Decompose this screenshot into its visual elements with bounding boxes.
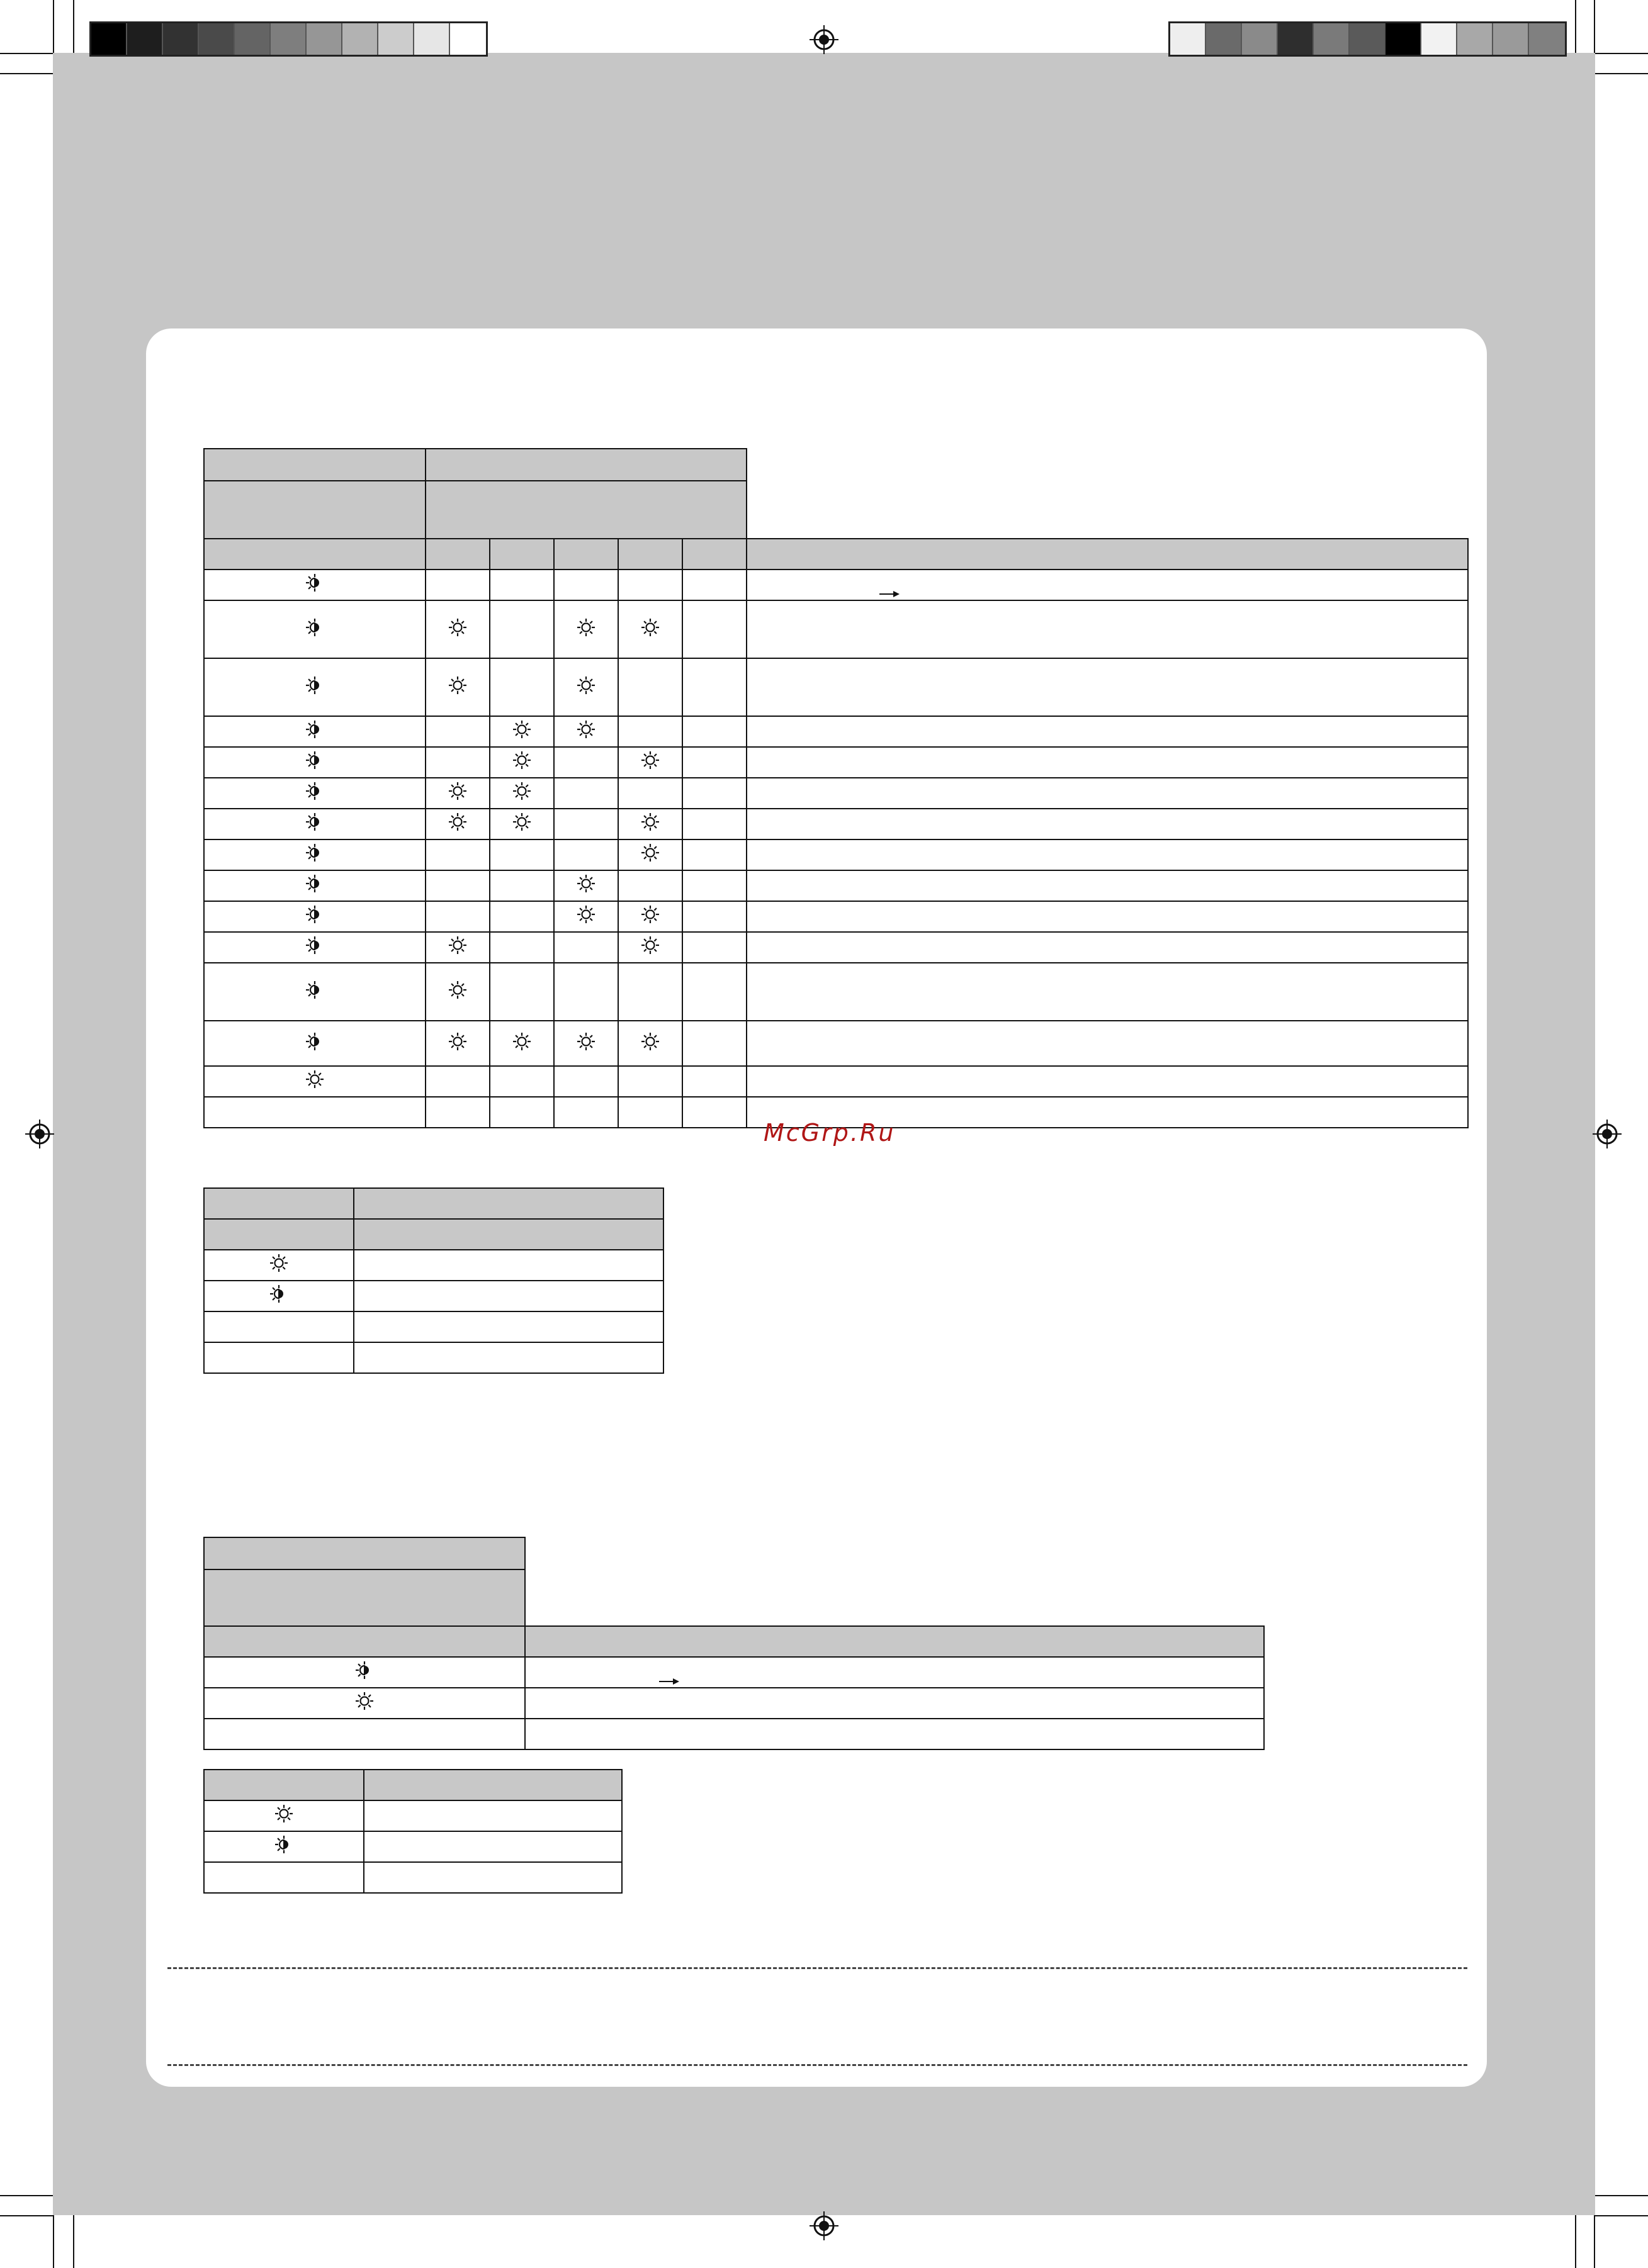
half-sun-icon	[305, 843, 325, 867]
table-row	[204, 778, 1468, 809]
led-cell	[618, 963, 682, 1021]
color-swatch	[1529, 23, 1565, 55]
led-cell	[682, 809, 747, 839]
right-arrow-icon	[659, 1669, 679, 1676]
table-header-cell	[354, 1219, 663, 1250]
led-cell	[554, 901, 618, 932]
table-header-cell	[682, 539, 747, 570]
sun-icon	[448, 675, 468, 700]
color-swatch	[1170, 23, 1206, 55]
led-cell	[618, 716, 682, 747]
legend-description-cell	[354, 1250, 663, 1281]
led-cell	[426, 1097, 490, 1128]
legend-description-cell	[354, 1342, 663, 1373]
half-sun-icon	[305, 617, 325, 642]
led-cell	[554, 932, 618, 963]
color-swatch	[271, 23, 307, 55]
led-cell	[554, 570, 618, 600]
table-header-cell	[204, 1219, 354, 1250]
led-cell	[490, 809, 554, 839]
led-cell	[618, 839, 682, 870]
crop-mark	[53, 0, 54, 53]
led-cell	[426, 963, 490, 1021]
description-cell	[747, 870, 1468, 901]
led-cell	[618, 747, 682, 778]
led-cell	[682, 1021, 747, 1066]
legend-icon-cell	[204, 1281, 354, 1311]
description-cell	[747, 963, 1468, 1021]
table-header-cell	[525, 1626, 1264, 1657]
table-row	[204, 1281, 663, 1311]
half-sun-icon	[269, 1284, 289, 1308]
color-swatch	[1421, 23, 1457, 55]
description-cell	[747, 716, 1468, 747]
crop-mark	[73, 2215, 74, 2268]
led-cell	[618, 1021, 682, 1066]
state-cell	[204, 716, 426, 747]
sun-icon	[640, 750, 660, 775]
legend-description-cell	[364, 1831, 622, 1862]
led-cell	[618, 932, 682, 963]
table-row	[204, 570, 1468, 600]
led-cell	[682, 1097, 747, 1128]
led-cell	[554, 839, 618, 870]
led-cell	[490, 778, 554, 809]
description-cell	[747, 1066, 1468, 1097]
led-cell	[426, 570, 490, 600]
color-swatch	[307, 23, 342, 55]
sun-icon	[512, 1031, 532, 1056]
legend-icon-cell	[204, 1311, 354, 1342]
crop-mark	[0, 2215, 53, 2216]
half-sun-icon	[305, 904, 325, 929]
led-cell	[554, 1021, 618, 1066]
crop-mark	[1575, 2215, 1576, 2268]
table-row	[204, 1311, 663, 1342]
state-cell	[204, 778, 426, 809]
table-blank-cell	[525, 1537, 1264, 1569]
led-cell	[682, 901, 747, 932]
description-cell	[747, 901, 1468, 932]
table-blank-cell	[747, 481, 1468, 539]
state-cell	[204, 1719, 525, 1749]
led-cell	[490, 600, 554, 658]
registration-mark-icon	[810, 25, 838, 54]
description-cell	[747, 570, 1468, 600]
led-cell	[490, 1021, 554, 1066]
led-cell	[682, 747, 747, 778]
color-swatch	[450, 23, 486, 55]
dashed-separator	[167, 1967, 1467, 1969]
led-cell	[426, 778, 490, 809]
led-cell	[426, 716, 490, 747]
led-cell	[554, 1066, 618, 1097]
table-row	[204, 932, 1468, 963]
color-swatch	[163, 23, 199, 55]
legend-table-2	[203, 1769, 623, 1894]
led-cell	[682, 963, 747, 1021]
led-cell	[554, 809, 618, 839]
sun-icon	[269, 1253, 289, 1277]
led-cell	[618, 600, 682, 658]
color-swatch	[1242, 23, 1278, 55]
sun-icon	[640, 843, 660, 867]
led-cell	[682, 600, 747, 658]
table-row	[204, 963, 1468, 1021]
led-cell	[490, 716, 554, 747]
description-cell	[525, 1657, 1264, 1688]
state-cell	[204, 600, 426, 658]
table-header-cell	[618, 539, 682, 570]
sun-icon	[576, 1031, 596, 1056]
led-cell	[490, 839, 554, 870]
state-cell	[204, 963, 426, 1021]
sun-icon	[512, 812, 532, 836]
led-cell	[426, 809, 490, 839]
table-header-cell	[354, 1188, 663, 1219]
led-cell	[554, 747, 618, 778]
half-sun-icon	[305, 873, 325, 898]
sun-icon	[576, 873, 596, 898]
sun-icon	[576, 719, 596, 744]
indicator-status-table-2	[203, 1537, 1265, 1750]
led-cell	[618, 1097, 682, 1128]
legend-description-cell	[354, 1281, 663, 1311]
led-cell	[426, 932, 490, 963]
led-cell	[490, 901, 554, 932]
state-cell	[204, 658, 426, 716]
led-cell	[490, 963, 554, 1021]
sun-icon	[448, 935, 468, 960]
table-row	[204, 1250, 663, 1281]
legend-icon-cell	[204, 1862, 364, 1893]
state-cell	[204, 839, 426, 870]
led-cell	[490, 870, 554, 901]
watermark-text: McGrp.Ru	[764, 1119, 896, 1147]
sun-icon	[448, 980, 468, 1004]
legend-icon-cell	[204, 1831, 364, 1862]
description-cell	[525, 1688, 1264, 1719]
color-swatch-strip-right	[1168, 21, 1567, 57]
table-blank-cell	[747, 449, 1468, 481]
sun-icon	[512, 719, 532, 744]
led-cell	[426, 870, 490, 901]
table-row	[204, 870, 1468, 901]
led-cell	[490, 932, 554, 963]
table-row	[204, 839, 1468, 870]
led-cell	[682, 570, 747, 600]
crop-mark	[1595, 2215, 1648, 2216]
half-sun-icon	[305, 719, 325, 744]
color-swatch	[378, 23, 414, 55]
led-cell	[554, 716, 618, 747]
sun-icon	[274, 1804, 294, 1828]
half-sun-icon	[305, 781, 325, 806]
table-header-cell	[204, 1770, 364, 1800]
legend-icon-cell	[204, 1342, 354, 1373]
table-header-cell	[364, 1770, 622, 1800]
sun-icon	[305, 1069, 325, 1094]
table-row	[204, 1831, 622, 1862]
led-cell	[554, 600, 618, 658]
sun-icon	[448, 1031, 468, 1056]
led-cell	[618, 570, 682, 600]
table-row	[204, 1657, 1264, 1688]
led-cell	[618, 870, 682, 901]
sun-icon	[448, 781, 468, 806]
description-cell	[525, 1719, 1264, 1749]
sun-icon	[576, 675, 596, 700]
sun-icon	[512, 750, 532, 775]
half-sun-icon	[305, 750, 325, 775]
table-row	[204, 1862, 622, 1893]
sun-icon	[576, 617, 596, 642]
table-row	[204, 600, 1468, 658]
legend-description-cell	[364, 1862, 622, 1893]
table-header-cell	[426, 539, 490, 570]
half-sun-icon	[354, 1660, 375, 1685]
table-header-cell	[204, 481, 426, 539]
sun-icon	[512, 781, 532, 806]
crop-mark	[1595, 53, 1648, 54]
description-cell	[747, 658, 1468, 716]
legend-icon-cell	[204, 1250, 354, 1281]
crop-mark	[0, 53, 53, 54]
led-cell	[618, 1066, 682, 1097]
table-row	[204, 1719, 1264, 1749]
table-row	[204, 716, 1468, 747]
half-sun-icon	[305, 812, 325, 836]
description-cell	[747, 809, 1468, 839]
crop-mark	[1595, 73, 1648, 74]
half-sun-icon	[305, 675, 325, 700]
state-cell	[204, 809, 426, 839]
right-arrow-icon	[879, 581, 900, 589]
led-cell	[554, 658, 618, 716]
registration-mark-icon	[25, 1120, 54, 1148]
state-cell	[204, 1097, 426, 1128]
description-cell	[747, 932, 1468, 963]
color-swatch	[1386, 23, 1421, 55]
half-sun-icon	[274, 1834, 294, 1859]
table-header-cell	[204, 1626, 525, 1657]
led-cell	[682, 778, 747, 809]
legend-icon-cell	[204, 1800, 364, 1831]
crop-mark	[1594, 0, 1595, 53]
state-cell	[204, 1021, 426, 1066]
led-cell	[682, 658, 747, 716]
legend-description-cell	[364, 1800, 622, 1831]
half-sun-icon	[305, 573, 325, 597]
table-row	[204, 1688, 1264, 1719]
led-cell	[554, 1097, 618, 1128]
table-header-cell	[747, 539, 1468, 570]
led-cell	[618, 778, 682, 809]
color-swatch	[1350, 23, 1386, 55]
crop-mark	[0, 2195, 53, 2196]
table-row	[204, 1021, 1468, 1066]
table-row	[204, 809, 1468, 839]
led-cell	[682, 839, 747, 870]
state-cell	[204, 570, 426, 600]
table-header-cell	[204, 1569, 525, 1626]
color-swatch	[1314, 23, 1350, 55]
sun-icon	[354, 1691, 375, 1715]
table-blank-cell	[525, 1569, 1264, 1626]
description-cell	[747, 600, 1468, 658]
crop-mark	[0, 73, 53, 74]
sun-icon	[448, 617, 468, 642]
led-cell	[490, 1066, 554, 1097]
color-swatch	[414, 23, 450, 55]
crop-mark	[1575, 0, 1576, 53]
led-cell	[490, 570, 554, 600]
color-swatch	[1206, 23, 1242, 55]
table-header-cell	[554, 539, 618, 570]
half-sun-icon	[305, 935, 325, 960]
table-header-cell	[204, 539, 426, 570]
color-swatch	[1493, 23, 1529, 55]
description-cell	[747, 778, 1468, 809]
table-row	[204, 747, 1468, 778]
sun-icon	[640, 935, 660, 960]
led-cell	[682, 1066, 747, 1097]
registration-mark-icon	[810, 2211, 838, 2240]
led-cell	[554, 778, 618, 809]
led-cell	[618, 658, 682, 716]
table-header-cell	[204, 1188, 354, 1219]
color-swatch	[342, 23, 378, 55]
description-cell	[747, 747, 1468, 778]
legend-description-cell	[354, 1311, 663, 1342]
table-row	[204, 658, 1468, 716]
state-cell	[204, 1066, 426, 1097]
state-cell	[204, 870, 426, 901]
sun-icon	[640, 617, 660, 642]
led-cell	[682, 932, 747, 963]
led-cell	[426, 839, 490, 870]
indicator-status-table	[203, 448, 1469, 1128]
color-swatch	[199, 23, 235, 55]
led-cell	[490, 747, 554, 778]
crop-mark	[53, 2215, 54, 2268]
table-row	[204, 1066, 1468, 1097]
led-cell	[426, 658, 490, 716]
crop-mark	[1594, 2215, 1595, 2268]
sun-icon	[640, 812, 660, 836]
table-header-cell	[426, 449, 747, 481]
color-swatch	[127, 23, 163, 55]
description-cell	[747, 1021, 1468, 1066]
led-cell	[426, 1021, 490, 1066]
state-cell	[204, 932, 426, 963]
color-swatch	[91, 23, 127, 55]
half-sun-icon	[305, 1031, 325, 1056]
legend-table	[203, 1187, 664, 1374]
state-cell	[204, 901, 426, 932]
color-swatch	[1457, 23, 1493, 55]
color-swatch	[235, 23, 271, 55]
led-cell	[618, 901, 682, 932]
led-cell	[490, 658, 554, 716]
table-header-cell	[490, 539, 554, 570]
sun-icon	[448, 812, 468, 836]
table-header-cell	[204, 1537, 525, 1569]
description-cell	[747, 839, 1468, 870]
color-swatch-strip-left	[89, 21, 488, 57]
sun-icon	[576, 904, 596, 929]
state-cell	[204, 1688, 525, 1719]
sun-icon	[640, 904, 660, 929]
sun-icon	[640, 1031, 660, 1056]
state-cell	[204, 747, 426, 778]
led-cell	[554, 963, 618, 1021]
half-sun-icon	[305, 980, 325, 1004]
led-cell	[682, 716, 747, 747]
table-header-cell	[426, 481, 747, 539]
led-cell	[554, 870, 618, 901]
state-cell	[204, 1657, 525, 1688]
led-cell	[490, 1097, 554, 1128]
dashed-separator	[167, 2064, 1467, 2066]
led-cell	[618, 809, 682, 839]
table-row	[204, 1800, 622, 1831]
led-cell	[426, 1066, 490, 1097]
registration-mark-icon	[1593, 1120, 1622, 1148]
crop-mark	[1595, 2195, 1648, 2196]
led-cell	[426, 747, 490, 778]
led-cell	[682, 870, 747, 901]
led-cell	[426, 901, 490, 932]
table-row	[204, 1342, 663, 1373]
table-row	[204, 901, 1468, 932]
crop-mark	[73, 0, 74, 53]
table-header-cell	[204, 449, 426, 481]
led-cell	[426, 600, 490, 658]
color-swatch	[1278, 23, 1314, 55]
